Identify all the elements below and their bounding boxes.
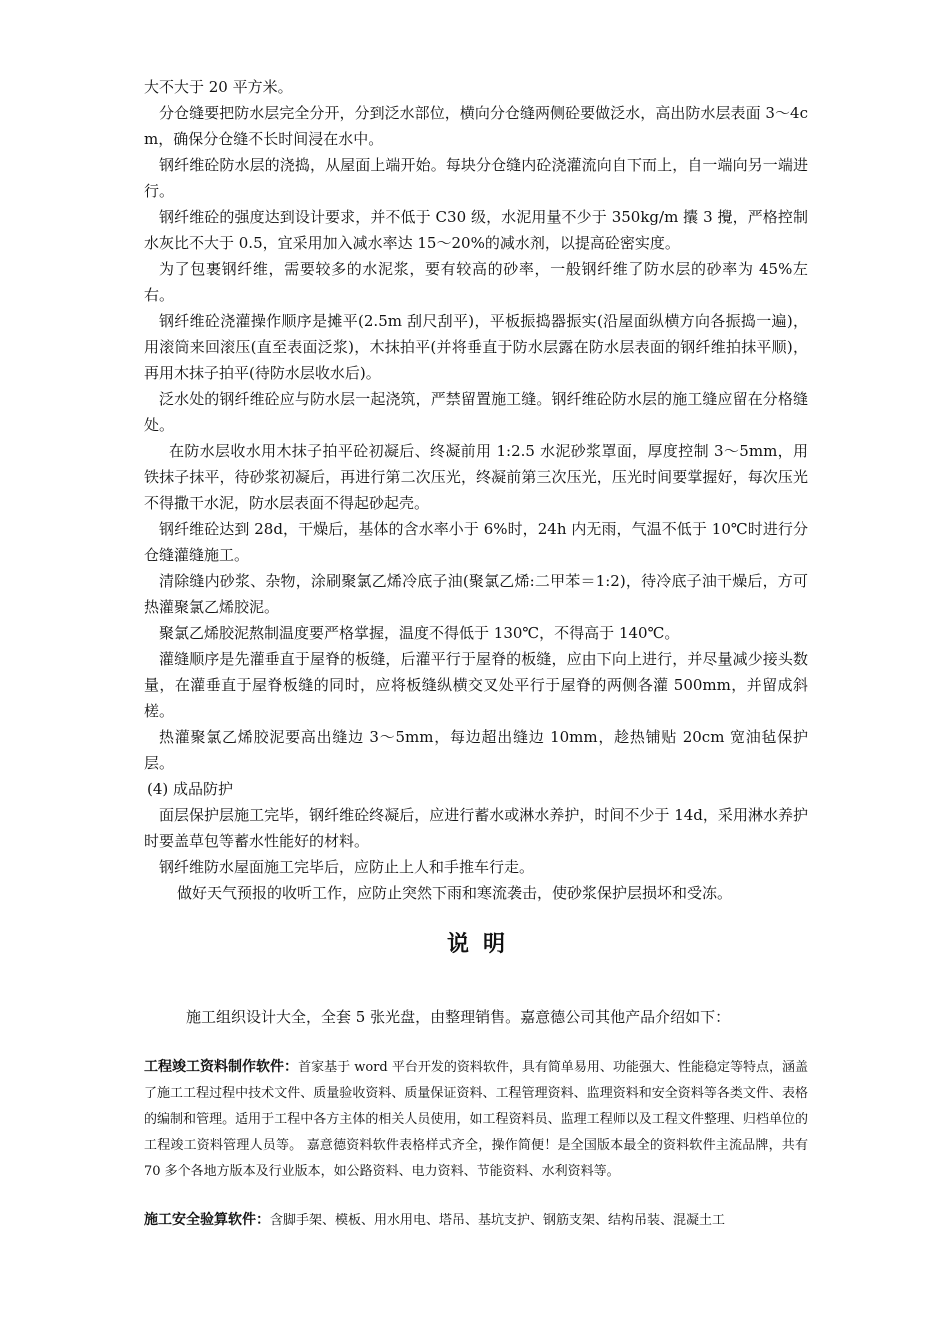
paragraph-1: 分仓缝要把防水层完全分开，分到泛水部位，横向分仓缝两侧砼要做泛水，高出防水层表面 3～4cm，确保分仓缝不长时间浸在水中。 [144, 104, 808, 148]
product-desc: 含脚手架、模板、用水用电、塔吊、基坑支护、钢筋支架、结构吊装、混凝土工 [270, 1213, 726, 1228]
paragraph-0: 大不大于 20 平方米。 [144, 78, 293, 96]
body-text-block-1 [144, 74, 808, 776]
paragraph-9: 清除缝内砂浆、杂物，涂刷聚氯乙烯冷底子油(聚氯乙烯:二甲苯＝1:2)，待冷底子油干燥后，方可热灌聚氯乙烯胶泥。 [144, 572, 808, 616]
document-page [144, 74, 808, 1234]
product-desc: 首家基于 word 平台开发的资料软件，具有简单易用、功能强大、性能稳定等特点，涵盖了施工工程过程中技术文件、质量验收资料、质量保证资料、工程管理资料、监理资料和安全资料等各类文件、表格的编制和管理。适用于工程中各方主体的相关人员使用，如工程资料员、监理工程师以及工程文件整理、归档单位的工程竣工资料管理人员等。 嘉意德资料软件表格样式齐全，操作简便！是全国版本最全的资料软件主流品牌，共有 70 多个各地方版本及行业版本，如公路资料、电力资料、节能资料、水利资料等。 [144, 1060, 808, 1179]
paragraph-2: 钢纤维砼防水层的浇捣，从屋面上端开始。每块分仓缝内砼浇灌流向自下而上，自一端向另一端进行。 [144, 156, 808, 200]
paragraph-4: 为了包裹钢纤维，需要较多的水泥浆，要有较高的砂率，一般钢纤维了防水层的砂率为 45%左右。 [144, 260, 808, 304]
paragraph-11: 灌缝顺序是先灌垂直于屋脊的板缝，后灌平行于屋脊的板缝，应由下向上进行，并尽量减少接头数量，在灌垂直于屋脊板缝的同时，应将板缝纵横交叉处平行于屋脊的两侧各灌 500mm，并留成斜槎。 [144, 650, 808, 720]
paragraph-8: 钢纤维砼达到 28d，干燥后，基体的含水率小于 6%时，24h 内无雨，气温不低于 10℃时进行分仓缝灌缝施工。 [144, 520, 808, 564]
paragraph-after-0: 面层保护层施工完毕，钢纤维砼终凝后，应进行蓄水或淋水养护，时间不少于 14d，采用淋水养护时要盖草包等蓄水性能好的材料。 [144, 806, 808, 850]
paragraph-3: 钢纤维砼的强度达到设计要求，并不低于 C30 级，水泥用量不少于 350kg/m 攮 3 攪，严格控制水灰比不大于 0.5，宜采用加入减水率达 15～20%的减水剂，以提高砼密实度。 [144, 208, 808, 252]
paragraph-after-1: 钢纤维防水屋面施工完毕后，应防止上人和手推车行走。 [159, 858, 535, 876]
product-description [144, 1207, 808, 1234]
paragraph-after-2: 做好天气预报的收听工作，应防止突然下雨和寒流袭击，使砂浆保护层损坏和受冻。 [177, 884, 733, 902]
intro-text: 施工组织设计大全，全套 5 张光盘，由整理销售。嘉意德公司其他产品介绍如下： [186, 1008, 731, 1026]
page-title: 说明 [446, 932, 519, 957]
paragraph-6: 泛水处的钢纤维砼应与防水层一起浇筑，严禁留置施工缝。钢纤维砼防水层的施工缝应留在分格缝处。 [144, 390, 808, 434]
paragraph-7: 在防水层收水用木抹子拍平砼初凝后、终凝前用 1:2.5 水泥砂浆罩面，厚度控制 3～5mm，用铁抹子抹平，待砂浆初凝后，再进行第二次压光，终凝前第三次压光，压光时间要掌握好，每次压光不得撒干水泥，防水层表面不得起砂起壳。 [144, 442, 808, 512]
section-heading: (4) 成品防护 [147, 780, 234, 798]
product-description [144, 1054, 808, 1185]
product-name: 工程竣工资料制作软件： [144, 1059, 299, 1075]
paragraph-12: 热灌聚氯乙烯胶泥要高出缝边 3～5mm，每边超出缝边 10mm，趁热铺贴 20cm 宽油毡保护层。 [144, 728, 808, 772]
product-name: 施工安全验算软件： [144, 1212, 270, 1228]
paragraph-10: 聚氯乙烯胶泥熬制温度要严格掌握，温度不得低于 130℃，不得高于 140℃。 [159, 624, 680, 642]
body-text-block-2 [144, 802, 808, 906]
paragraph-5: 钢纤维砼浇灌操作顺序是摊平(2.5m 刮尺刮平)，平板振捣器振实(沿屋面纵横方向各振捣一遍)，用滚筒来回滚压(直至表面泛浆)，木抹拍平(并将垂直于防水层露在防水层表面的钢纤维拍抹平顺)，再用木抹子拍平(待防水层收水后)。 [144, 312, 808, 382]
